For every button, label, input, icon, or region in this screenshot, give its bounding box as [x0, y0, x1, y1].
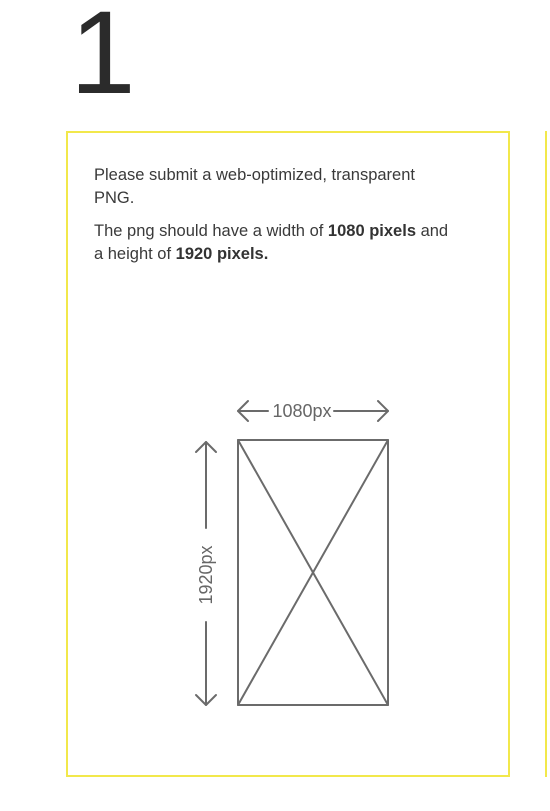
- instruction-card: [66, 131, 510, 777]
- height-label: 1920px: [196, 545, 216, 605]
- height-value: 1920 pixels.: [175, 245, 269, 263]
- dimension-diagram-svg: [178, 392, 418, 722]
- width-label: 1080px: [272, 401, 332, 421]
- instruction-text: [94, 164, 454, 276]
- width-value: 1080 pixels: [327, 222, 416, 240]
- format-instruction: Please submit a web-optimized, transparent PNG.: [94, 166, 415, 207]
- dimension-diagram: [178, 392, 418, 722]
- dimension-instruction: [94, 220, 454, 266]
- dimension-text-part2: and a height of: [94, 222, 449, 263]
- next-card-edge: [545, 131, 550, 777]
- step-number: 1: [70, 0, 136, 119]
- dimension-text-part1: The png should have a width of: [94, 222, 328, 240]
